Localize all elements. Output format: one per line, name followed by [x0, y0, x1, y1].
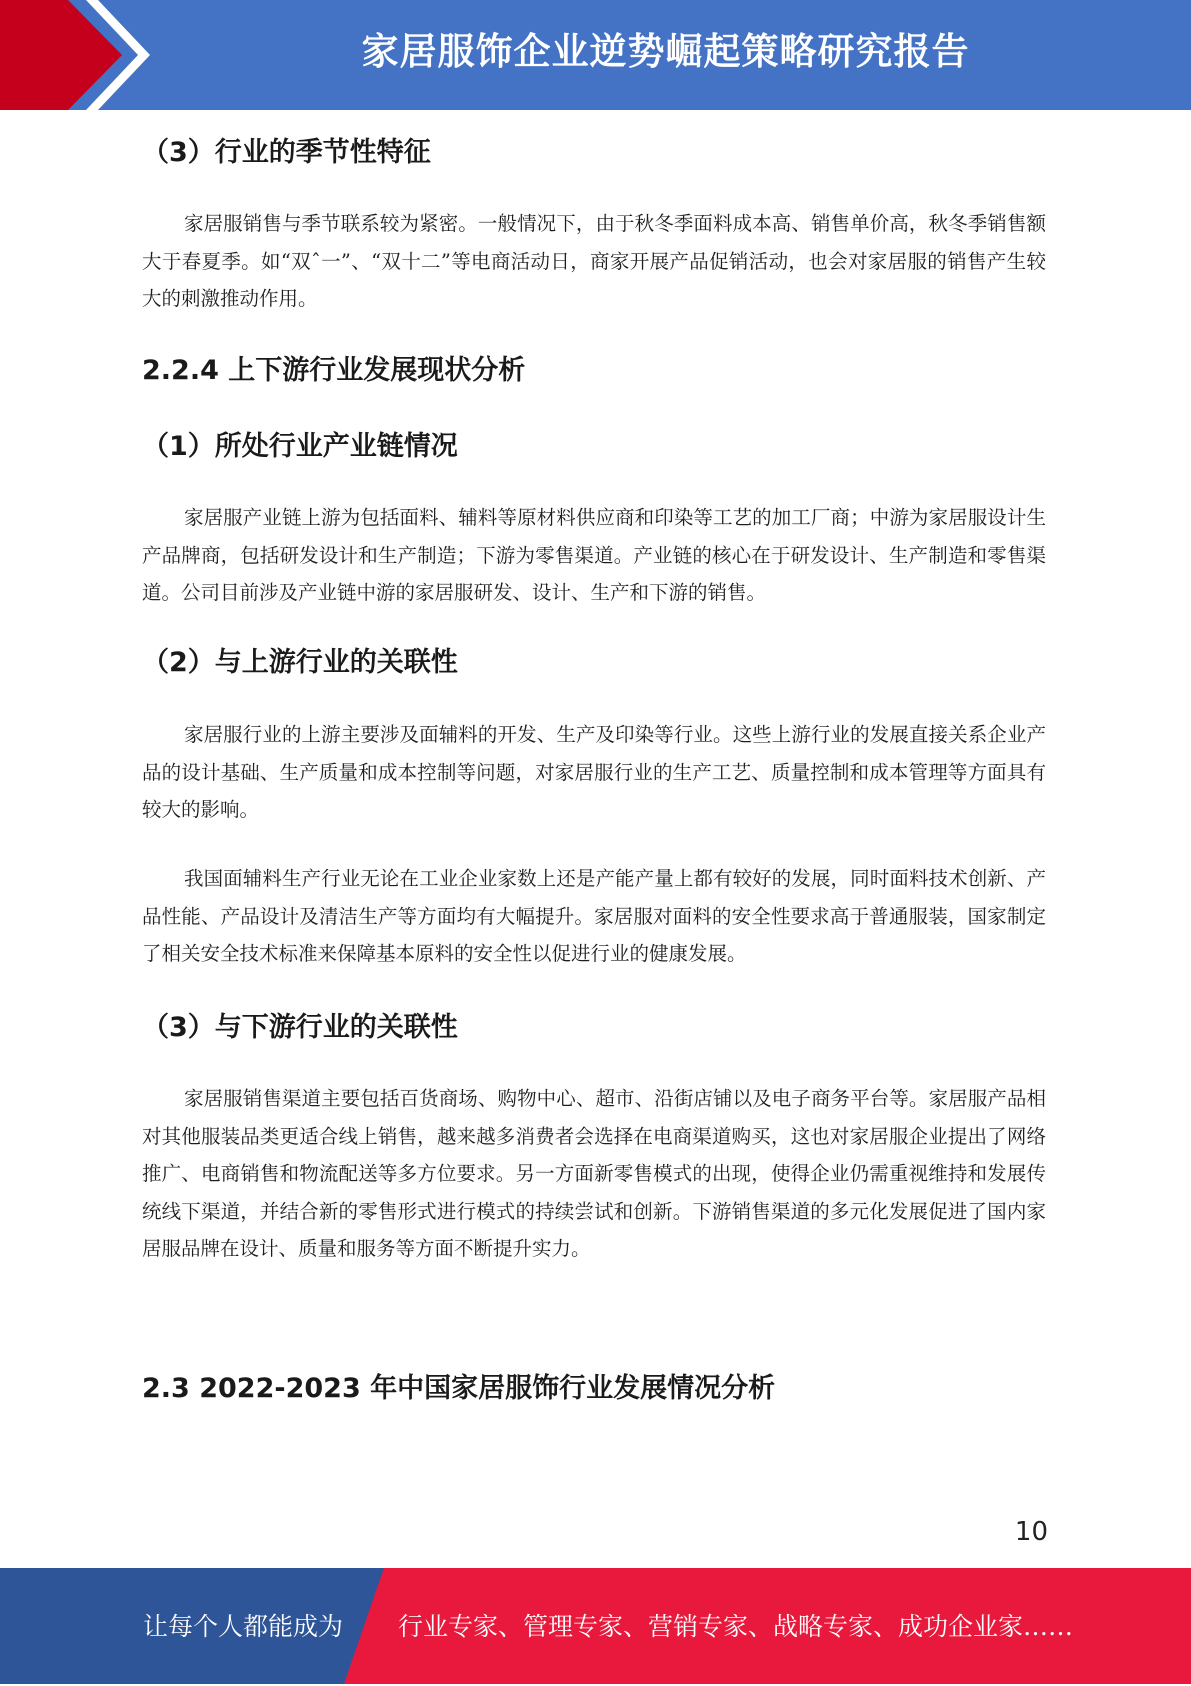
- paragraph-upstream-1: 家居服行业的上游主要涉及面辅料的开发、生产及印染等行业。这些上游行业的发展直接关系企业产品的设计基础、生产质量和成本控制等问题，对家居服行业的生产工艺、质量控制和成本管理等方面具有较大的影响。: [142, 723, 1046, 821]
- footer-slogan-right: 行业专家、管理专家、营销专家、战略专家、成功企业家……: [398, 1612, 1074, 1641]
- paragraph-industry-chain: 家居服产业链上游为包括面料、辅料等原材料供应商和印染等工艺的加工厂商；中游为家居服设计生产品牌商，包括研发设计和生产制造；下游为零售渠道。产业链的核心在于研发设计、生产制造和零售渠道。公司目前涉及产业链中游的家居服研发、设计、生产和下游的销售。: [142, 506, 1046, 604]
- paragraph-upstream-2: 我国面辅料生产行业无论在工业企业家数上还是产能产量上都有较好的发展，同时面料技术创新、产品性能、产品设计及清洁生产等方面均有大幅提升。家居服对面料的安全性要求高于普通服装，国家制定了相关安全技术标准来保障基本原料的安全性以促进行业的健康发展。: [142, 867, 1046, 965]
- heading-industry-chain: （1）所处行业产业链情况: [142, 431, 458, 462]
- paragraph-seasonality: 家居服销售与季节联系较为紧密。一般情况下，由于秋冬季面料成本高、销售单价高，秋冬季销售额大于春夏季。如“双ˆ一”、“双十二”等电商活动日，商家开展产品促销活动，也会对家居服的销售产生较大的刺激推动作用。: [142, 212, 1046, 310]
- paragraph-downstream: 家居服销售渠道主要包括百货商场、购物中心、超市、沿街店铺以及电子商务平台等。家居服产品相对其他服装品类更适合线上销售，越来越多消费者会选择在电商渠道购买，这也对家居服企业提出了网络推广、电商销售和物流配送等多方位要求。另一方面新零售模式的出现，使得企业仍需重视维持和发展传统线下渠道，并结合新的零售形式进行模式的持续尝试和创新。下游销售渠道的多元化发展促进了国内家居服品牌在设计、质量和服务等方面不断提升实力。: [142, 1087, 1046, 1260]
- header-banner: [0, 0, 1191, 110]
- heading-downstream: （3）与下游行业的关联性: [142, 1012, 458, 1043]
- heading-next-section: 2.3 2022-2023 年中国家居服饰行业发展情况分析: [142, 1373, 776, 1404]
- page-number: 10: [1014, 1517, 1048, 1547]
- footer-banner: [0, 1568, 1191, 1684]
- document-title: 家居服饰企业逆势崛起策略研究报告: [361, 30, 970, 73]
- heading-up-down-stream: 2.2.4 上下游行业发展现状分析: [142, 355, 526, 386]
- heading-upstream: （2）与上游行业的关联性: [142, 647, 458, 678]
- heading-seasonality: （3）行业的季节性特征: [142, 137, 431, 168]
- footer-slogan-left: 让每个人都能成为: [143, 1612, 344, 1641]
